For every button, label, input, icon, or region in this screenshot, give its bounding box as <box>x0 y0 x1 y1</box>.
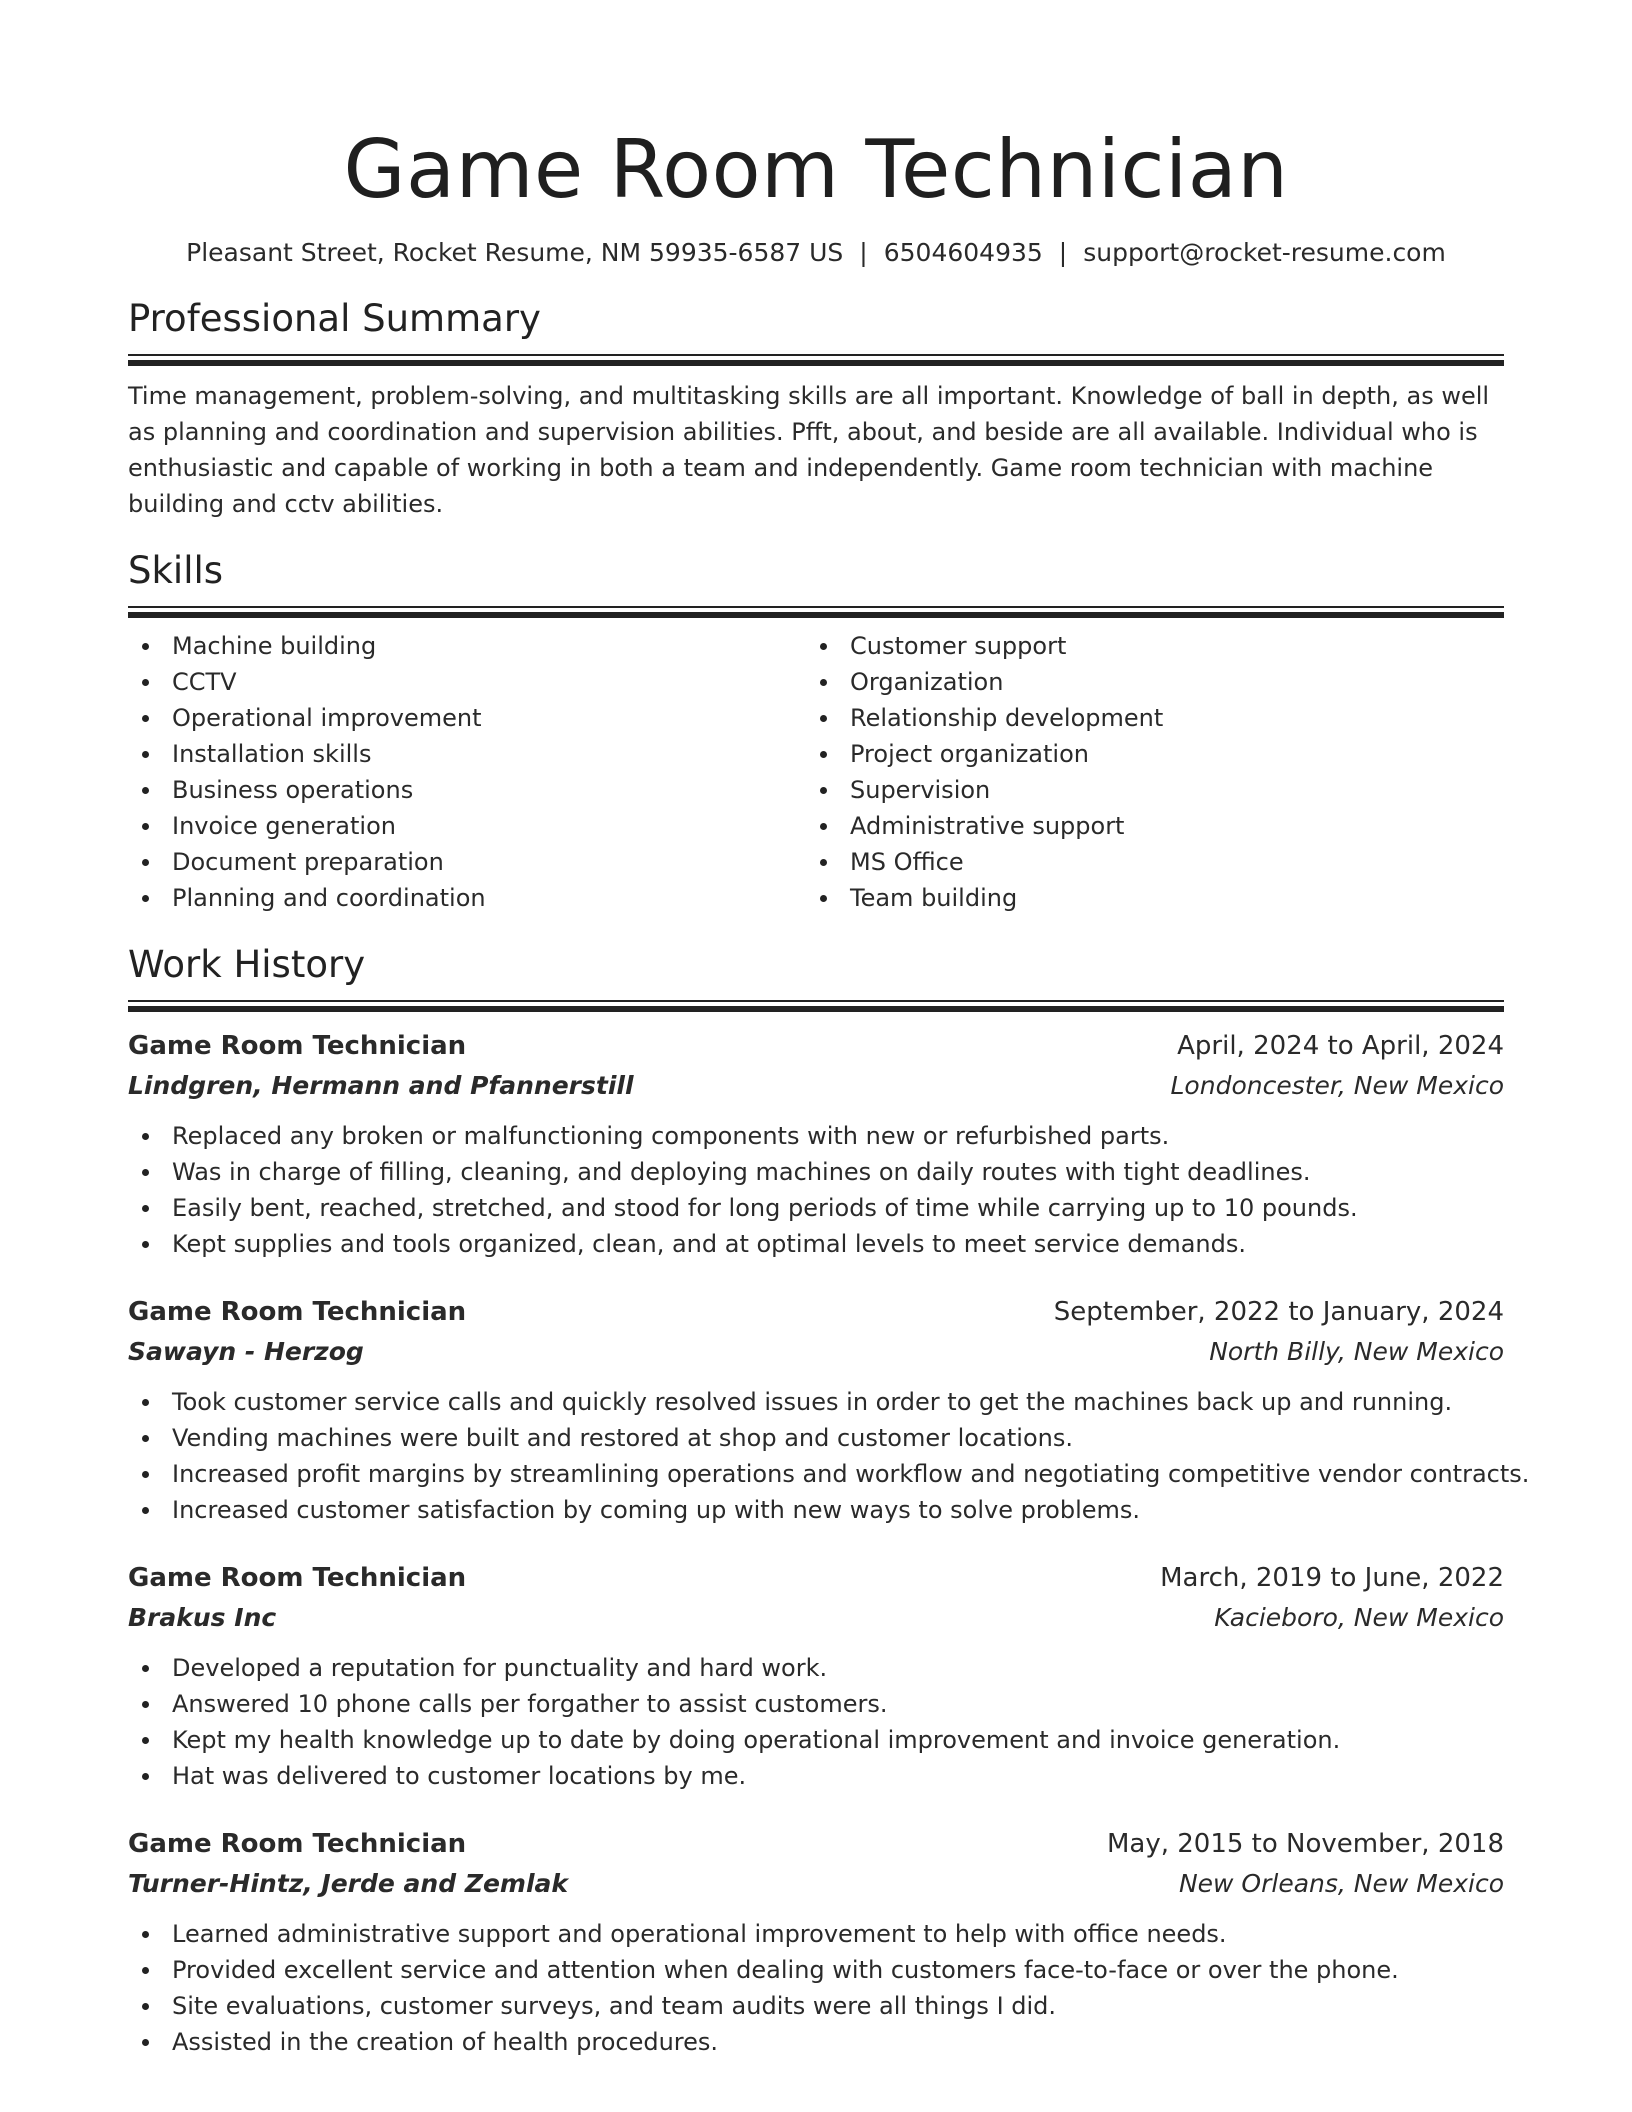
skill-item: Operational improvement <box>128 700 806 736</box>
skill-item: MS Office <box>806 844 1484 880</box>
job-bullet: Increased profit margins by streamlining operations and workflow and negotiating competitive vendor contracts. <box>128 1456 1504 1492</box>
section-title-summary: Professional Summary <box>128 297 541 340</box>
contact-email: support@rocket-resume.com <box>1083 238 1446 267</box>
job-bullet: Hat was delivered to customer locations by me. <box>128 1758 1504 1794</box>
skill-item: Project organization <box>806 736 1484 772</box>
contact-separator: | <box>1058 238 1068 267</box>
job-bullet: Increased customer satisfaction by coming up with new ways to solve problems. <box>128 1492 1504 1528</box>
skill-item: Administrative support <box>806 808 1484 844</box>
contact-phone: 6504604935 <box>883 238 1043 267</box>
job-title: Game Room Technician <box>128 1829 467 1859</box>
skills-list-right <box>806 628 1484 916</box>
job-entry <box>128 1560 1504 1794</box>
contact-address: Pleasant Street, Rocket Resume, NM 59935-6587 US <box>186 238 844 267</box>
job-bullets <box>128 1118 1504 1262</box>
job-entry <box>128 1826 1504 2060</box>
resume-name: Game Room Technician <box>343 123 1289 216</box>
skill-item: Planning and coordination <box>128 880 806 916</box>
job-bullet: Kept my health knowledge up to date by doing operational improvement and invoice generation. <box>128 1722 1504 1758</box>
job-bullet: Easily bent, reached, stretched, and stood for long periods of time while carrying up to 10 pounds. <box>128 1190 1504 1226</box>
resume-page <box>128 0 1530 2060</box>
job-title: Game Room Technician <box>128 1031 467 1061</box>
job-bullet: Took customer service calls and quickly resolved issues in order to get the machines back up and running. <box>128 1384 1504 1420</box>
job-bullet: Assisted in the creation of health procedures. <box>128 2024 1504 2060</box>
skill-item: Team building <box>806 880 1484 916</box>
job-company: Sawayn - Herzog <box>128 1337 364 1366</box>
skill-item: Invoice generation <box>128 808 806 844</box>
job-bullets <box>128 1916 1504 2060</box>
skill-item: Installation skills <box>128 736 806 772</box>
job-entry <box>128 1294 1530 1528</box>
job-bullet: Was in charge of filling, cleaning, and deploying machines on daily routes with tight deadlines. <box>128 1154 1504 1190</box>
skill-item: Organization <box>806 664 1484 700</box>
skill-item: Relationship development <box>806 700 1484 736</box>
job-dates: March, 2019 to June, 2022 <box>1160 1563 1504 1593</box>
section-divider <box>128 1000 1504 1012</box>
contact-separator: | <box>859 238 868 267</box>
job-bullet: Developed a reputation for punctuality and hard work. <box>128 1650 1504 1686</box>
skill-item: Customer support <box>806 628 1484 664</box>
job-bullet: Vending machines were built and restored at shop and customer locations. <box>128 1420 1504 1456</box>
section-title-skills: Skills <box>128 549 224 592</box>
section-title-work-history: Work History <box>128 943 366 986</box>
job-company: Brakus Inc <box>128 1603 277 1632</box>
summary-section <box>128 296 1504 522</box>
job-entry <box>128 1028 1504 1262</box>
job-dates: September, 2022 to January, 2024 <box>1053 1297 1504 1327</box>
job-location: Kacieboro, New Mexico <box>1214 1603 1504 1632</box>
skill-item: CCTV <box>128 664 806 700</box>
job-location: New Orleans, New Mexico <box>1178 1869 1504 1898</box>
job-bullets <box>128 1384 1530 1528</box>
section-divider <box>128 606 1504 618</box>
job-title: Game Room Technician <box>128 1563 467 1593</box>
work-history-section <box>128 942 1530 2060</box>
job-bullet: Kept supplies and tools organized, clean, and at optimal levels to meet service demands. <box>128 1226 1504 1262</box>
job-location: North Billy, New Mexico <box>1209 1337 1504 1366</box>
job-bullet: Answered 10 phone calls per forgather to assist customers. <box>128 1686 1504 1722</box>
job-bullet: Site evaluations, customer surveys, and team audits were all things I did. <box>128 1988 1504 2024</box>
skills-list-left <box>128 628 806 916</box>
job-title: Game Room Technician <box>128 1297 467 1327</box>
job-dates: April, 2024 to April, 2024 <box>1177 1031 1504 1061</box>
job-bullets <box>128 1650 1504 1794</box>
job-company: Lindgren, Hermann and Pfannerstill <box>128 1071 634 1100</box>
job-bullet: Learned administrative support and operational improvement to help with office needs. <box>128 1916 1504 1952</box>
job-location: Londoncester, New Mexico <box>1170 1071 1504 1100</box>
skill-item: Business operations <box>128 772 806 808</box>
job-company: Turner-Hintz, Jerde and Zemlak <box>128 1869 569 1898</box>
contact-line <box>128 236 1504 270</box>
skills-columns <box>128 628 1504 916</box>
job-bullet: Replaced any broken or malfunctioning components with new or refurbished parts. <box>128 1118 1504 1154</box>
summary-text: Time management, problem-solving, and multitasking skills are all important. Knowledge of ball in depth, as well as planning and coordination and supervision abilities. Pfft, about, and beside are all available. Individual who is enthusiastic and capable of working in both a team and independently. Game room technician with machine building and cctv abilities. <box>128 382 1490 518</box>
job-bullet: Provided excellent service and attention when dealing with customers face-to-face or over the phone. <box>128 1952 1504 1988</box>
job-dates: May, 2015 to November, 2018 <box>1106 1829 1504 1859</box>
skills-section <box>128 548 1504 916</box>
skill-item: Supervision <box>806 772 1484 808</box>
section-divider <box>128 354 1504 366</box>
skill-item: Document preparation <box>128 844 806 880</box>
skill-item: Machine building <box>128 628 806 664</box>
